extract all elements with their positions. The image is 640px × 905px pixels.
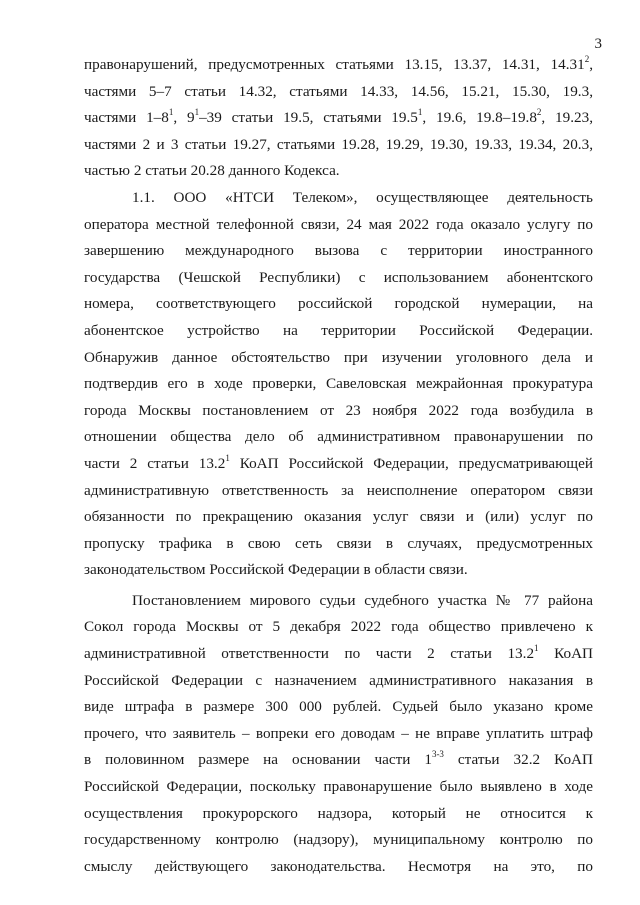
text-line: частями $1-8^1$, $9^1-39$ статьи 19.5, статьями 19.5$^1$, 19.6, 19.8–19.8$^2$, 19.23, bbox=[84, 107, 593, 127]
text-line: частями 5–7 статьи 14.32, статьями 14.33, 14.56, 15.21, 15.30, 19.3, bbox=[84, 82, 593, 100]
text-line: абонентское устройство на территории Российской Федерации. bbox=[84, 321, 593, 339]
text-line: Российской Федерации, поскольку правонарушение было выявлено в ходе bbox=[84, 778, 593, 796]
text-line: смыслу действующего законодательства. Несмотря на это, по bbox=[84, 857, 593, 875]
text-line: города Москвы постановлением от 23 ноября 2022 года возбудила в bbox=[84, 401, 593, 419]
text-line: административной ответственности по части 2 статьи 13.2$^1$ КоАП bbox=[84, 643, 593, 663]
text-line: части 2 статьи 13.2$^1$ КоАП Российской Федерации, предусматривающей bbox=[84, 452, 593, 472]
text-line: Сокол города Москвы от 5 декабря 2022 года общество привлечено к bbox=[84, 618, 593, 636]
text-line: виде штрафа в размере 300 000 рублей. Судьей было указано кроме bbox=[84, 698, 593, 716]
text-line: отношении общества дело об административном правонарушении по bbox=[84, 428, 593, 446]
paragraph-decision bbox=[84, 588, 593, 881]
text-line: Обнаружив данное обстоятельство при изучении уголовного дела и bbox=[84, 348, 593, 366]
text-line: Российской Федерации с назначением административного наказания в bbox=[84, 671, 593, 689]
text-line: законодательством Российской Федерации в области связи. bbox=[84, 561, 468, 579]
text-line: частью 2 статьи 20.28 данного Кодекса. bbox=[84, 162, 340, 180]
text-line: номера, соответствующего российской городской нумерации, на bbox=[84, 295, 593, 313]
text-line: государственному контролю (надзору), муниципальному контролю по bbox=[84, 831, 593, 849]
text-line: правонарушений, предусмотренных статьями 13.15, 13.37, 14.31, 14.31$^2$, bbox=[84, 53, 593, 73]
text-line: оператора местной телефонной связи, 24 мая 2022 года оказало услугу по bbox=[84, 215, 593, 233]
text-line: 1.1. ООО «НТСИ Телеком», осуществляющее деятельность bbox=[132, 188, 593, 206]
text-line: завершению международного вызова с территории иностранного bbox=[84, 242, 593, 260]
document-body bbox=[84, 52, 593, 880]
text-line: Постановлением мирового судьи судебного участка № 77 района bbox=[132, 591, 593, 609]
text-line: в половинном размере на основании части 1$^{3-3}$ статьи 32.2 КоАП bbox=[84, 749, 593, 769]
text-line: обязанности по прекращению оказания услуг связи и (или) услуг по bbox=[84, 508, 593, 526]
paragraph-1-1 bbox=[84, 185, 593, 584]
text-line: административную ответственность за неисполнение оператором связи bbox=[84, 481, 593, 499]
text-line: осуществления прокурорского надзора, который не относится к bbox=[84, 804, 593, 822]
text-line: пропуску трафика в свою сеть связи в случаях, предусмотренных bbox=[84, 534, 593, 552]
paragraph-continuation bbox=[84, 52, 593, 185]
text-line: государства (Чешской Республики) с использованием абонентского bbox=[84, 268, 593, 286]
text-line: частями 2 и 3 статьи 19.27, статьями 19.28, 19.29, 19.30, 19.33, 19.34, 20.3, bbox=[84, 135, 593, 153]
text-line: прочего, что заявитель – вопреки его доводам – не вправе уплатить штраф bbox=[84, 724, 593, 742]
page-number: 3 bbox=[594, 36, 602, 52]
text-line: подтвердив его в ходе проверки, Савеловская межрайонная прокуратура bbox=[84, 375, 593, 393]
